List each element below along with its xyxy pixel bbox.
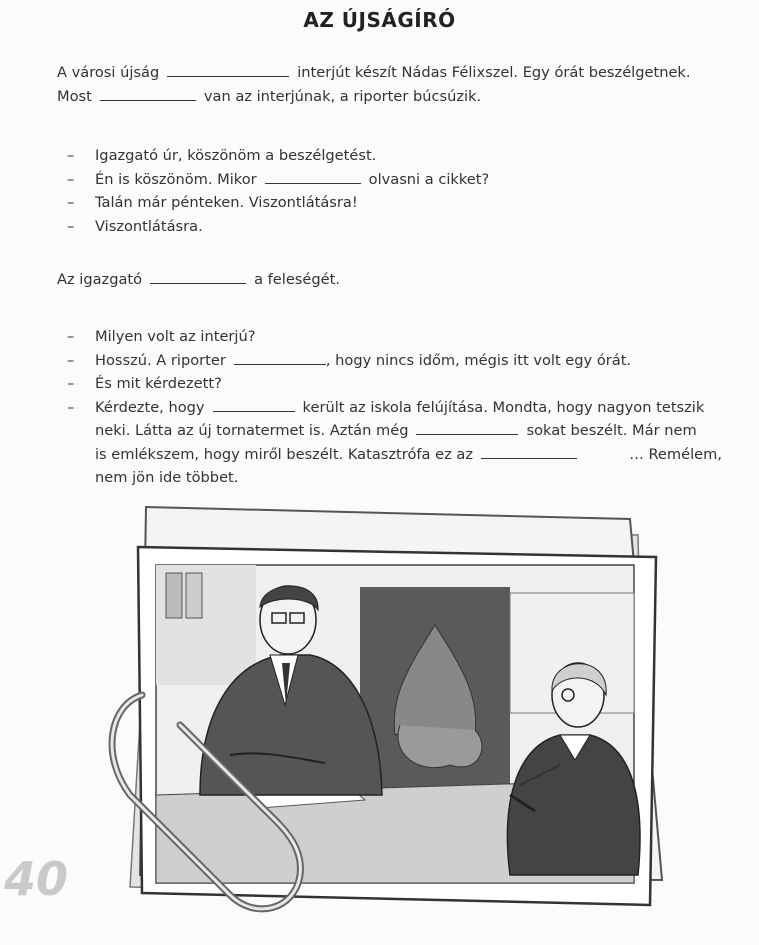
window-pane	[166, 573, 182, 618]
intro-text: interjút készít Nádas Félixszel. Egy órát beszélgetnek.	[297, 64, 691, 81]
dialog-text: Talán már pénteken. Viszontlátásra!	[95, 194, 358, 211]
dialog-line	[67, 144, 722, 168]
fill-blank[interactable]	[100, 86, 196, 101]
dash: –	[67, 170, 75, 188]
intro-paragraph	[57, 61, 722, 109]
fill-blank[interactable]	[265, 169, 361, 184]
middle-text: Az igazgató	[57, 271, 143, 288]
dialog-1	[67, 144, 722, 238]
window-pane	[186, 573, 202, 618]
dash: –	[67, 351, 75, 369]
dialog-subline	[95, 466, 722, 490]
dash: –	[67, 217, 75, 235]
interview-photo-illustration	[90, 495, 690, 915]
intro-line-1	[57, 61, 722, 85]
fill-blank[interactable]	[167, 62, 289, 77]
dialog-line	[67, 372, 722, 396]
page-number: 40	[4, 852, 69, 906]
fill-blank[interactable]	[150, 269, 246, 284]
dialog-text: Milyen volt az interjú?	[95, 328, 256, 345]
dialog-text: Hosszú. A riporter	[95, 351, 226, 369]
dialog-2	[67, 325, 722, 490]
dialog-line	[67, 349, 722, 373]
fill-blank[interactable]	[416, 420, 518, 435]
dialog-text: , hogy nincs időm, mégis itt volt egy órát.	[325, 351, 632, 369]
intro-text: Most	[57, 88, 92, 105]
dialog-text: Viszontlátásra.	[95, 217, 203, 235]
dialog-subline	[95, 419, 722, 443]
dialog-line	[67, 191, 722, 215]
dialog-text: nem jön ide többet.	[95, 469, 239, 486]
dialog-text: Igazgató úr, köszönöm a beszélgetést.	[95, 147, 377, 164]
page-title: AZ ÚJSÁGÍRÓ	[303, 8, 456, 32]
dialog-text: Kérdezte, hogy	[95, 398, 205, 416]
dialog-text: is emlékszem, hogy miről beszélt. Katasztrófa ez az	[95, 445, 473, 463]
dialog-text: Én is köszönöm. Mikor	[95, 170, 257, 188]
dialog-text: sokat beszélt. Már nem	[526, 422, 697, 439]
dash: –	[67, 147, 75, 164]
dialog-text: került az iskola felújítása. Mondta, hogy nagyon tetszik	[302, 398, 705, 416]
dialog-text: olvasni a cikket?	[368, 170, 490, 188]
dialog-text: neki. Látta az új tornatermet is. Aztán még	[95, 422, 409, 439]
fill-blank[interactable]	[481, 444, 577, 459]
dialog-line	[67, 168, 722, 192]
dialog-text: … Remélem,	[629, 445, 722, 463]
fill-blank[interactable]	[234, 350, 326, 365]
middle-text: a feleségét.	[254, 271, 340, 288]
middle-sentence	[57, 268, 722, 292]
intro-text: van az interjúnak, a riporter búcsúzik.	[203, 88, 482, 105]
dialog-line	[67, 396, 722, 490]
dialog-subline	[95, 443, 722, 467]
dialog-line	[67, 325, 722, 349]
dash: –	[67, 194, 75, 211]
fill-blank[interactable]	[213, 397, 295, 412]
dash: –	[67, 375, 75, 392]
dialog-subline	[95, 396, 722, 420]
dash: –	[67, 398, 75, 416]
dialog-text: És mit kérdezett?	[95, 375, 222, 392]
intro-text: A városi újság	[57, 64, 160, 81]
dash: –	[67, 328, 75, 345]
dialog-line	[67, 215, 722, 239]
intro-line-2	[57, 85, 722, 109]
